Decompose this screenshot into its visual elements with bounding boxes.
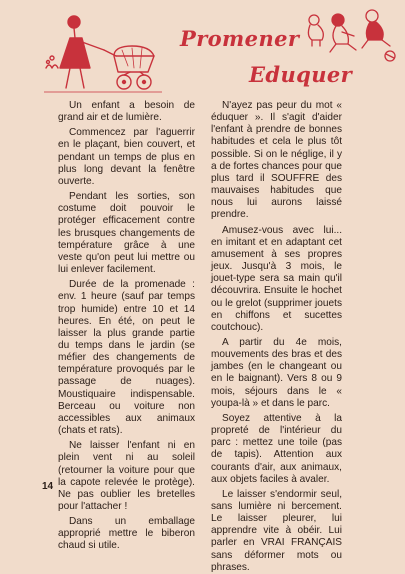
left-column bbox=[58, 100, 195, 552]
paragraph: Pendant les sorties, son costume doit pouvoir le protéger efficacement contre les brusques changements de température grâce à une veste qu'on peut lui mettre ou lui enlever facilement. bbox=[58, 191, 195, 276]
right-column bbox=[211, 100, 342, 573]
paragraph: Un enfant a besoin de grand air et de lumière. bbox=[58, 100, 195, 124]
page-number: 14 bbox=[42, 481, 54, 492]
woman-pushing-pram-icon bbox=[44, 6, 162, 96]
paragraph: Ne laisser l'enfant ni en plein vent ni au soleil (retourner la voiture pour que la capote relevée le protège). Ne pas oublier les bretelles pour l'attacher ! bbox=[58, 440, 195, 512]
paragraph: Durée de la promenade : env. 1 heure (sauf par temps trop humide) entre 10 et 14 heures. En été, on peut le laisser la plus grande partie du temps dans le jardin (se méfier des changements de température provoqués par le passage de nuages). Moustiquaire indispensable. Berceau ou voiture non accessibles aux animaux (chats et rats). bbox=[58, 279, 195, 437]
paragraph: Commencez par l'aguerrir en le plaçant, bien couvert, et pendant un temps de plus en plus long devant la fenêtre ouverte. bbox=[58, 127, 195, 187]
paragraph: Dans un emballage approprié mettre le biberon chaud si utile. bbox=[58, 516, 195, 552]
title-promener: Promener bbox=[180, 26, 300, 51]
children-with-toys-icon bbox=[300, 6, 400, 64]
paragraph: A partir du 4e mois, mouvements des bras et des jambes (en le changeant ou en le baignant). Vers 8 ou 9 mois, séjours dans le « youpa-là » et dans le parc. bbox=[211, 336, 342, 409]
paragraph: N'ayez pas peur du mot « éduquer ». Il s'agit d'aider l'enfant à prendre de bonnes habitudes et cela le plus tôt possible. Si on le néglige, il y a de fortes chances pour que plus tard il SOUFFRE des mauvaises habitudes que nous lui aurons laissé prendre. bbox=[211, 100, 342, 221]
paragraph: Le laisser s'endormir seul, sans lumière ni bercement. Le laisser pleurer, lui apprendre vite à obéir. Lui parler en VRAI FRANÇAIS sans déformer mots ou phrases. bbox=[211, 488, 342, 573]
title-eduquer: Eduquer bbox=[249, 62, 353, 87]
paragraph: Amusez-vous avec lui... en imitant et en adaptant cet amusement à ses propres jeux. Jusqu'à 3 mois, le jouet-type sera sa main qu'il découvrira. Ensuite le hochet ou le grelot (supprimer jouets en chiffons et sucettes coutchouc). bbox=[211, 224, 342, 333]
paragraph: Soyez attentive à la propreté de l'intérieur du parc : mettez une toile (pas de tapis). Attention aux courants d'air, aux animaux, aux objets faciles à avaler. bbox=[211, 412, 342, 485]
header bbox=[0, 0, 405, 100]
